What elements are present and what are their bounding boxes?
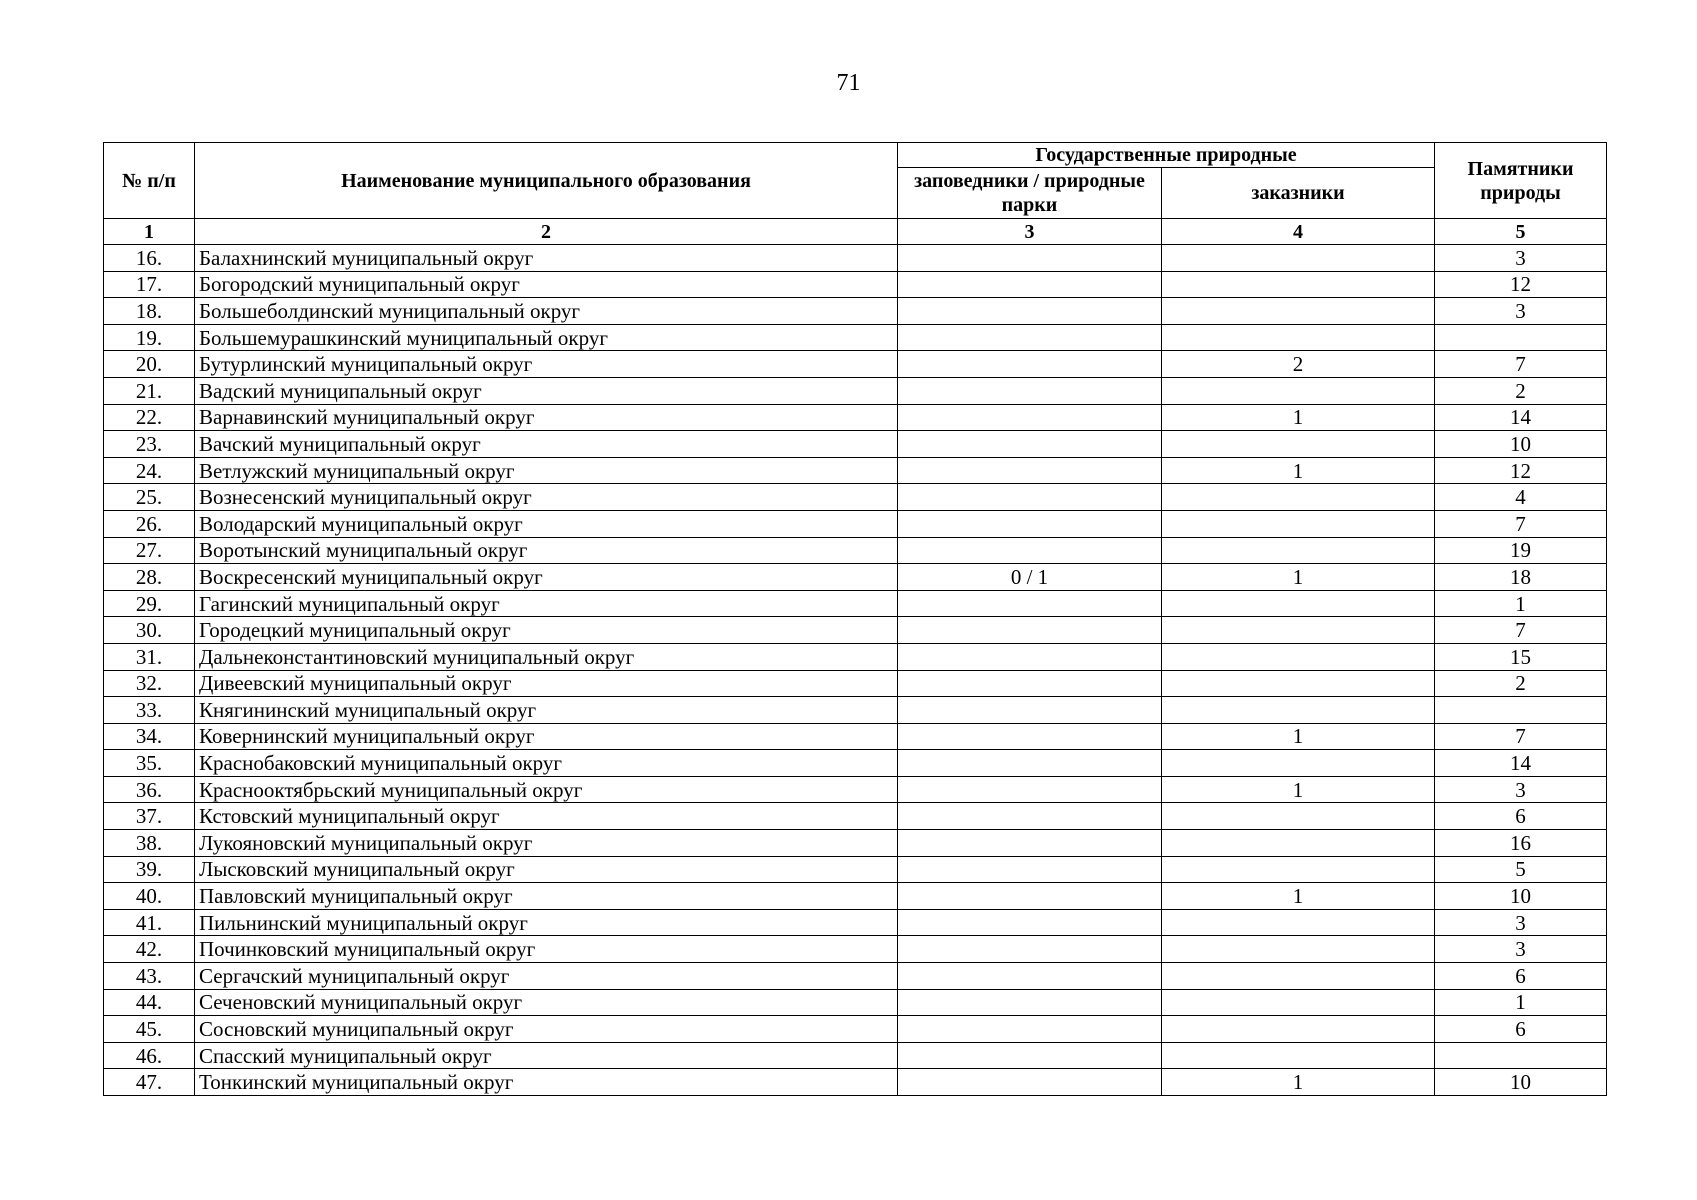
row-name: Сосновский муниципальный округ bbox=[195, 1016, 898, 1043]
row-name: Бутурлинский муниципальный округ bbox=[195, 351, 898, 378]
row-name: Сергачский муниципальный округ bbox=[195, 963, 898, 990]
header-monuments: Памятники природы bbox=[1435, 143, 1607, 219]
row-reserves bbox=[898, 1069, 1162, 1096]
row-sanctuaries bbox=[1162, 431, 1435, 458]
row-number: 42. bbox=[104, 936, 195, 963]
row-name: Дальнеконстантиновский муниципальный округ bbox=[195, 643, 898, 670]
table-row bbox=[104, 431, 1607, 458]
row-monuments: 19 bbox=[1435, 537, 1607, 564]
table-row bbox=[104, 617, 1607, 644]
row-number: 36. bbox=[104, 776, 195, 803]
row-number: 33. bbox=[104, 697, 195, 724]
row-reserves bbox=[898, 830, 1162, 857]
row-sanctuaries: 1 bbox=[1162, 564, 1435, 591]
table-row bbox=[104, 351, 1607, 378]
row-reserves bbox=[898, 1042, 1162, 1069]
row-number: 34. bbox=[104, 723, 195, 750]
row-number: 25. bbox=[104, 484, 195, 511]
row-monuments: 14 bbox=[1435, 404, 1607, 431]
row-reserves bbox=[898, 856, 1162, 883]
row-sanctuaries bbox=[1162, 830, 1435, 857]
table-row bbox=[104, 909, 1607, 936]
row-monuments: 14 bbox=[1435, 750, 1607, 777]
row-reserves bbox=[898, 803, 1162, 830]
row-monuments: 10 bbox=[1435, 1069, 1607, 1096]
row-monuments: 12 bbox=[1435, 271, 1607, 298]
row-name: Вадский муниципальный округ bbox=[195, 377, 898, 404]
row-name: Лукояновский муниципальный округ bbox=[195, 830, 898, 857]
table-row bbox=[104, 750, 1607, 777]
table-row bbox=[104, 590, 1607, 617]
row-sanctuaries bbox=[1162, 670, 1435, 697]
row-name: Володарский муниципальный округ bbox=[195, 510, 898, 537]
row-reserves bbox=[898, 590, 1162, 617]
row-monuments: 10 bbox=[1435, 431, 1607, 458]
row-sanctuaries bbox=[1162, 537, 1435, 564]
column-number: 2 bbox=[195, 219, 898, 245]
row-number: 39. bbox=[104, 856, 195, 883]
table-row bbox=[104, 883, 1607, 910]
row-monuments: 1 bbox=[1435, 989, 1607, 1016]
table-row bbox=[104, 1016, 1607, 1043]
row-sanctuaries: 1 bbox=[1162, 723, 1435, 750]
row-sanctuaries bbox=[1162, 324, 1435, 351]
row-reserves bbox=[898, 431, 1162, 458]
row-name: Гагинский муниципальный округ bbox=[195, 590, 898, 617]
row-name: Большеболдинский муниципальный округ bbox=[195, 298, 898, 325]
header-row-1 bbox=[104, 143, 1607, 168]
row-name: Балахнинский муниципальный округ bbox=[195, 245, 898, 272]
column-number: 3 bbox=[898, 219, 1162, 245]
row-monuments: 3 bbox=[1435, 909, 1607, 936]
row-monuments: 6 bbox=[1435, 803, 1607, 830]
row-number: 43. bbox=[104, 963, 195, 990]
row-monuments: 7 bbox=[1435, 617, 1607, 644]
row-name: Ковернинский муниципальный округ bbox=[195, 723, 898, 750]
row-reserves bbox=[898, 617, 1162, 644]
row-monuments: 1 bbox=[1435, 590, 1607, 617]
row-name: Большемурашкинский муниципальный округ bbox=[195, 324, 898, 351]
header-sanctuaries: заказники bbox=[1162, 168, 1435, 219]
row-monuments: 5 bbox=[1435, 856, 1607, 883]
row-reserves bbox=[898, 776, 1162, 803]
row-reserves bbox=[898, 271, 1162, 298]
row-monuments bbox=[1435, 1042, 1607, 1069]
row-sanctuaries bbox=[1162, 963, 1435, 990]
row-reserves bbox=[898, 963, 1162, 990]
column-number: 4 bbox=[1162, 219, 1435, 245]
row-name: Павловский муниципальный округ bbox=[195, 883, 898, 910]
table-row bbox=[104, 324, 1607, 351]
row-name: Сеченовский муниципальный округ bbox=[195, 989, 898, 1016]
row-sanctuaries: 1 bbox=[1162, 457, 1435, 484]
row-name: Дивеевский муниципальный округ bbox=[195, 670, 898, 697]
row-sanctuaries bbox=[1162, 1016, 1435, 1043]
table-row bbox=[104, 510, 1607, 537]
row-number: 26. bbox=[104, 510, 195, 537]
table-row bbox=[104, 457, 1607, 484]
row-reserves bbox=[898, 697, 1162, 724]
row-number: 29. bbox=[104, 590, 195, 617]
row-number: 28. bbox=[104, 564, 195, 591]
row-number: 27. bbox=[104, 537, 195, 564]
row-monuments: 3 bbox=[1435, 245, 1607, 272]
header-name: Наименование муниципального образования bbox=[195, 143, 898, 219]
table-row bbox=[104, 670, 1607, 697]
row-sanctuaries bbox=[1162, 936, 1435, 963]
row-number: 24. bbox=[104, 457, 195, 484]
table-row bbox=[104, 564, 1607, 591]
row-reserves bbox=[898, 883, 1162, 910]
row-name: Ветлужский муниципальный округ bbox=[195, 457, 898, 484]
row-reserves bbox=[898, 245, 1162, 272]
row-reserves bbox=[898, 936, 1162, 963]
row-name: Тонкинский муниципальный округ bbox=[195, 1069, 898, 1096]
row-name: Вачский муниципальный округ bbox=[195, 431, 898, 458]
row-monuments: 2 bbox=[1435, 670, 1607, 697]
table-row bbox=[104, 1069, 1607, 1096]
row-reserves bbox=[898, 750, 1162, 777]
column-numbers-row bbox=[104, 219, 1607, 245]
row-sanctuaries bbox=[1162, 856, 1435, 883]
row-reserves bbox=[898, 298, 1162, 325]
row-name: Спасский муниципальный округ bbox=[195, 1042, 898, 1069]
row-name: Городецкий муниципальный округ bbox=[195, 617, 898, 644]
row-number: 40. bbox=[104, 883, 195, 910]
table-row bbox=[104, 271, 1607, 298]
row-monuments: 6 bbox=[1435, 963, 1607, 990]
row-number: 20. bbox=[104, 351, 195, 378]
row-sanctuaries bbox=[1162, 484, 1435, 511]
table-row bbox=[104, 484, 1607, 511]
table-row bbox=[104, 245, 1607, 272]
row-name: Пильнинский муниципальный округ bbox=[195, 909, 898, 936]
row-number: 30. bbox=[104, 617, 195, 644]
row-monuments: 10 bbox=[1435, 883, 1607, 910]
row-reserves bbox=[898, 537, 1162, 564]
row-reserves bbox=[898, 670, 1162, 697]
row-sanctuaries: 2 bbox=[1162, 351, 1435, 378]
row-monuments: 4 bbox=[1435, 484, 1607, 511]
row-name: Краснобаковский муниципальный округ bbox=[195, 750, 898, 777]
table-row bbox=[104, 643, 1607, 670]
table-row bbox=[104, 404, 1607, 431]
row-reserves bbox=[898, 484, 1162, 511]
page-number: 71 bbox=[836, 70, 861, 96]
row-monuments: 16 bbox=[1435, 830, 1607, 857]
row-reserves bbox=[898, 1016, 1162, 1043]
row-number: 38. bbox=[104, 830, 195, 857]
row-sanctuaries bbox=[1162, 377, 1435, 404]
row-name: Воротынский муниципальный округ bbox=[195, 537, 898, 564]
row-name: Богородский муниципальный округ bbox=[195, 271, 898, 298]
row-reserves bbox=[898, 723, 1162, 750]
row-sanctuaries bbox=[1162, 617, 1435, 644]
row-monuments: 12 bbox=[1435, 457, 1607, 484]
row-sanctuaries bbox=[1162, 643, 1435, 670]
row-number: 23. bbox=[104, 431, 195, 458]
row-monuments bbox=[1435, 324, 1607, 351]
row-name: Краснооктябрьский муниципальный округ bbox=[195, 776, 898, 803]
row-number: 37. bbox=[104, 803, 195, 830]
row-sanctuaries: 1 bbox=[1162, 883, 1435, 910]
row-sanctuaries: 1 bbox=[1162, 776, 1435, 803]
row-name: Кстовский муниципальный округ bbox=[195, 803, 898, 830]
row-number: 46. bbox=[104, 1042, 195, 1069]
row-reserves bbox=[898, 404, 1162, 431]
row-name: Воскресенский муниципальный округ bbox=[195, 564, 898, 591]
row-monuments: 3 bbox=[1435, 776, 1607, 803]
table-row bbox=[104, 537, 1607, 564]
row-number: 45. bbox=[104, 1016, 195, 1043]
row-monuments: 7 bbox=[1435, 510, 1607, 537]
table-row bbox=[104, 989, 1607, 1016]
row-monuments bbox=[1435, 697, 1607, 724]
row-number: 35. bbox=[104, 750, 195, 777]
header-reserves: заповедники / природные парки bbox=[898, 168, 1162, 219]
row-number: 47. bbox=[104, 1069, 195, 1096]
row-sanctuaries: 1 bbox=[1162, 404, 1435, 431]
row-name: Вознесенский муниципальный округ bbox=[195, 484, 898, 511]
column-number: 5 bbox=[1435, 219, 1607, 245]
row-reserves bbox=[898, 909, 1162, 936]
row-monuments: 7 bbox=[1435, 723, 1607, 750]
row-reserves bbox=[898, 351, 1162, 378]
column-number: 1 bbox=[104, 219, 195, 245]
table-row bbox=[104, 1042, 1607, 1069]
row-reserves bbox=[898, 510, 1162, 537]
row-sanctuaries bbox=[1162, 271, 1435, 298]
row-reserves bbox=[898, 377, 1162, 404]
row-monuments: 18 bbox=[1435, 564, 1607, 591]
table-row bbox=[104, 776, 1607, 803]
row-monuments: 6 bbox=[1435, 1016, 1607, 1043]
row-sanctuaries bbox=[1162, 803, 1435, 830]
row-reserves bbox=[898, 457, 1162, 484]
row-monuments: 3 bbox=[1435, 936, 1607, 963]
table-row bbox=[104, 377, 1607, 404]
table-row bbox=[104, 298, 1607, 325]
row-reserves bbox=[898, 324, 1162, 351]
row-name: Лысковский муниципальный округ bbox=[195, 856, 898, 883]
row-number: 18. bbox=[104, 298, 195, 325]
table-row bbox=[104, 936, 1607, 963]
row-reserves: 0 / 1 bbox=[898, 564, 1162, 591]
row-number: 32. bbox=[104, 670, 195, 697]
row-sanctuaries bbox=[1162, 750, 1435, 777]
row-sanctuaries bbox=[1162, 510, 1435, 537]
row-number: 31. bbox=[104, 643, 195, 670]
row-sanctuaries bbox=[1162, 697, 1435, 724]
row-name: Варнавинский муниципальный округ bbox=[195, 404, 898, 431]
protected-areas-table bbox=[103, 142, 1607, 1096]
row-number: 44. bbox=[104, 989, 195, 1016]
row-sanctuaries bbox=[1162, 298, 1435, 325]
row-sanctuaries: 1 bbox=[1162, 1069, 1435, 1096]
row-sanctuaries bbox=[1162, 909, 1435, 936]
table-row bbox=[104, 697, 1607, 724]
row-name: Починковский муниципальный округ bbox=[195, 936, 898, 963]
row-monuments: 3 bbox=[1435, 298, 1607, 325]
row-monuments: 7 bbox=[1435, 351, 1607, 378]
row-monuments: 15 bbox=[1435, 643, 1607, 670]
row-number: 17. bbox=[104, 271, 195, 298]
table-row bbox=[104, 963, 1607, 990]
row-number: 19. bbox=[104, 324, 195, 351]
row-number: 16. bbox=[104, 245, 195, 272]
header-group: Государственные природные bbox=[898, 143, 1435, 168]
table-body bbox=[104, 245, 1607, 1096]
row-reserves bbox=[898, 989, 1162, 1016]
row-sanctuaries bbox=[1162, 989, 1435, 1016]
row-sanctuaries bbox=[1162, 590, 1435, 617]
row-sanctuaries bbox=[1162, 245, 1435, 272]
row-name: Княгининский муниципальный округ bbox=[195, 697, 898, 724]
row-number: 21. bbox=[104, 377, 195, 404]
header-num: № п/п bbox=[104, 143, 195, 219]
row-number: 22. bbox=[104, 404, 195, 431]
row-reserves bbox=[898, 643, 1162, 670]
row-sanctuaries bbox=[1162, 1042, 1435, 1069]
row-monuments: 2 bbox=[1435, 377, 1607, 404]
table-row bbox=[104, 830, 1607, 857]
table-row bbox=[104, 803, 1607, 830]
row-number: 41. bbox=[104, 909, 195, 936]
table-row bbox=[104, 856, 1607, 883]
table-row bbox=[104, 723, 1607, 750]
